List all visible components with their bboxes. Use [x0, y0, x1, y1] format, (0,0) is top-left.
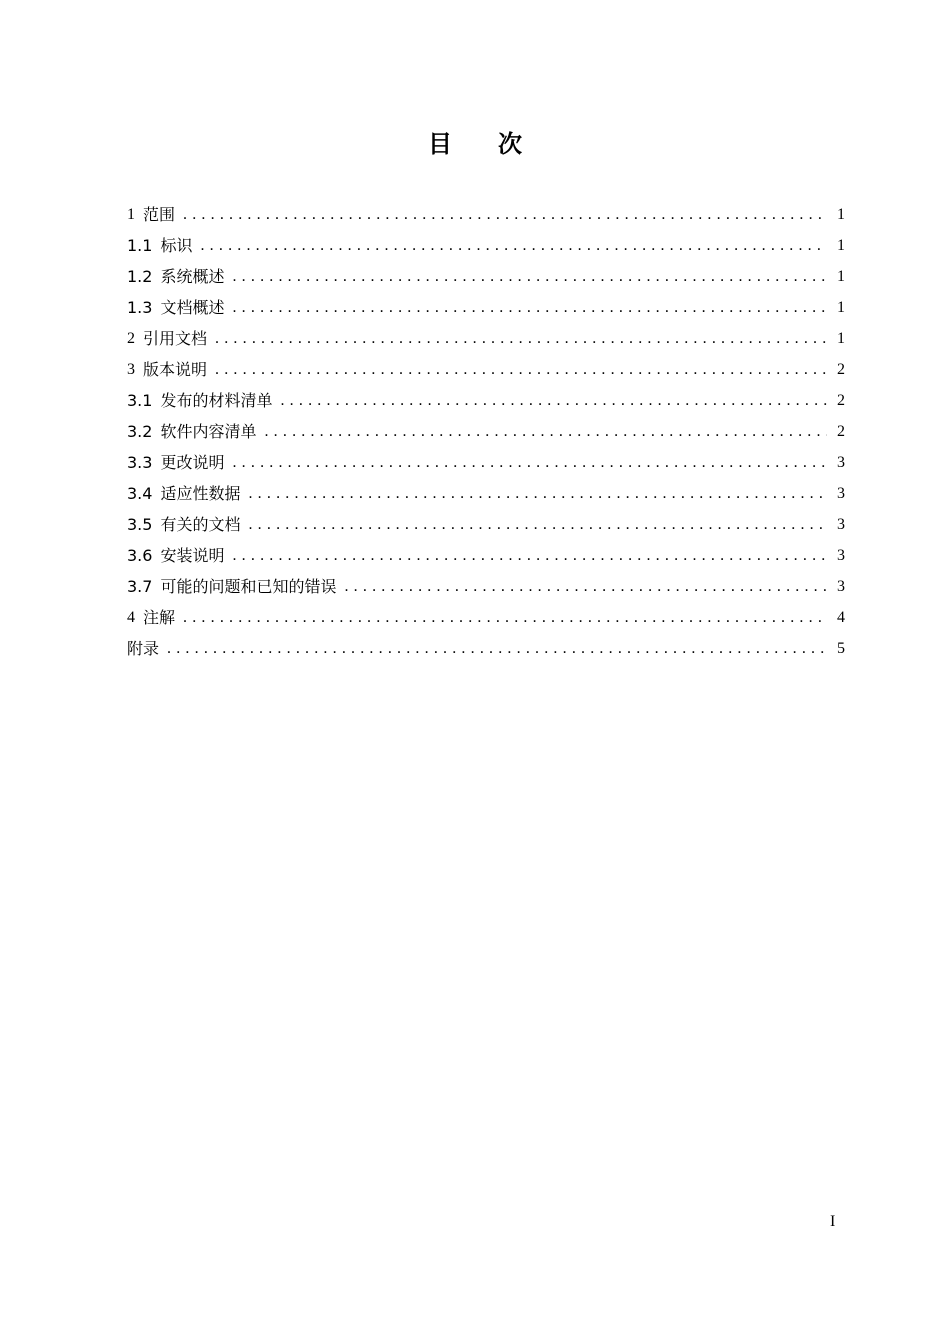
toc-entry[interactable] — [127, 478, 845, 509]
toc-entry-label: 标识 — [160, 236, 193, 255]
toc-entry-number: 4 — [127, 609, 135, 626]
toc-entry-page: 3 — [837, 516, 845, 533]
toc-entry[interactable] — [127, 416, 845, 447]
toc-entry[interactable] — [127, 540, 845, 571]
toc-entry-page: 4 — [837, 609, 845, 626]
toc-entry-label: 系统概述 — [160, 267, 225, 286]
table-of-contents — [127, 199, 845, 664]
toc-leader-dots — [264, 416, 827, 447]
toc-entry-number: 1.2 — [127, 267, 153, 286]
toc-entry[interactable] — [127, 323, 845, 354]
toc-leader-dots — [232, 292, 827, 323]
toc-entry-label: 引用文档 — [143, 329, 208, 348]
toc-entry-label: 版本说明 — [143, 360, 208, 379]
toc-entry-number: 3.5 — [127, 515, 153, 534]
toc-entry[interactable] — [127, 292, 845, 323]
toc-entry[interactable] — [127, 354, 845, 385]
toc-leader-dots — [200, 230, 827, 261]
toc-leader-dots — [167, 633, 827, 664]
toc-entry-number: 3.4 — [127, 484, 153, 503]
toc-entry-label: 注解 — [143, 608, 176, 627]
toc-leader-dots — [183, 602, 827, 633]
toc-leader-dots — [232, 261, 827, 292]
toc-entry-page: 1 — [837, 299, 845, 316]
toc-entry[interactable] — [127, 385, 845, 416]
toc-entry-label: 更改说明 — [160, 453, 225, 472]
toc-entry-page: 3 — [837, 454, 845, 471]
toc-entry-page: 2 — [837, 423, 845, 440]
toc-entry-label: 文档概述 — [160, 298, 225, 317]
toc-leader-dots — [344, 571, 827, 602]
toc-entry-page: 3 — [837, 547, 845, 564]
toc-entry-page: 1 — [837, 330, 845, 347]
toc-leader-dots — [232, 447, 827, 478]
page-title: 目次 — [428, 130, 568, 158]
toc-entry-label: 发布的材料清单 — [160, 391, 273, 410]
toc-entry[interactable] — [127, 633, 845, 664]
toc-entry[interactable] — [127, 447, 845, 478]
toc-entry-page: 2 — [837, 392, 845, 409]
toc-leader-dots — [215, 323, 827, 354]
toc-entry-page: 1 — [837, 268, 845, 285]
toc-entry-number: 3.3 — [127, 453, 153, 472]
toc-entry-page: 1 — [837, 237, 845, 254]
toc-entry-number: 3.1 — [127, 391, 153, 410]
toc-leader-dots — [280, 385, 827, 416]
page-number: I — [830, 1213, 836, 1230]
toc-leader-dots — [248, 478, 827, 509]
toc-entry-label: 有关的文档 — [160, 515, 241, 534]
toc-entry-label: 范围 — [143, 205, 176, 224]
toc-entry-number: 3.2 — [127, 422, 153, 441]
toc-entry-number: 1.3 — [127, 298, 153, 317]
toc-entry-label: 安装说明 — [160, 546, 225, 565]
toc-entry[interactable] — [127, 571, 845, 602]
toc-entry-page: 2 — [837, 361, 845, 378]
toc-entry[interactable] — [127, 602, 845, 633]
toc-entry-number: 1.1 — [127, 236, 153, 255]
toc-entry-page: 3 — [837, 485, 845, 502]
toc-entry-number: 2 — [127, 330, 135, 347]
toc-entry-number: 3.7 — [127, 577, 153, 596]
toc-entry[interactable] — [127, 199, 845, 230]
toc-entry-page: 3 — [837, 578, 845, 595]
toc-entry-label: 适应性数据 — [160, 484, 241, 503]
toc-entry-page: 1 — [837, 206, 845, 223]
toc-leader-dots — [183, 199, 827, 230]
toc-leader-dots — [232, 540, 827, 571]
toc-entry-page: 5 — [837, 640, 845, 657]
toc-entry-label: 软件内容清单 — [160, 422, 257, 441]
toc-leader-dots — [248, 509, 827, 540]
toc-leader-dots — [215, 354, 827, 385]
toc-entry-number: 1 — [127, 206, 135, 223]
toc-entry[interactable] — [127, 261, 845, 292]
toc-entry-number: 3 — [127, 361, 135, 378]
toc-entry-label: 附录 — [127, 639, 160, 658]
toc-entry-number: 3.6 — [127, 546, 153, 565]
toc-entry[interactable] — [127, 509, 845, 540]
toc-entry-label: 可能的问题和已知的错误 — [160, 577, 337, 596]
toc-entry[interactable] — [127, 230, 845, 261]
